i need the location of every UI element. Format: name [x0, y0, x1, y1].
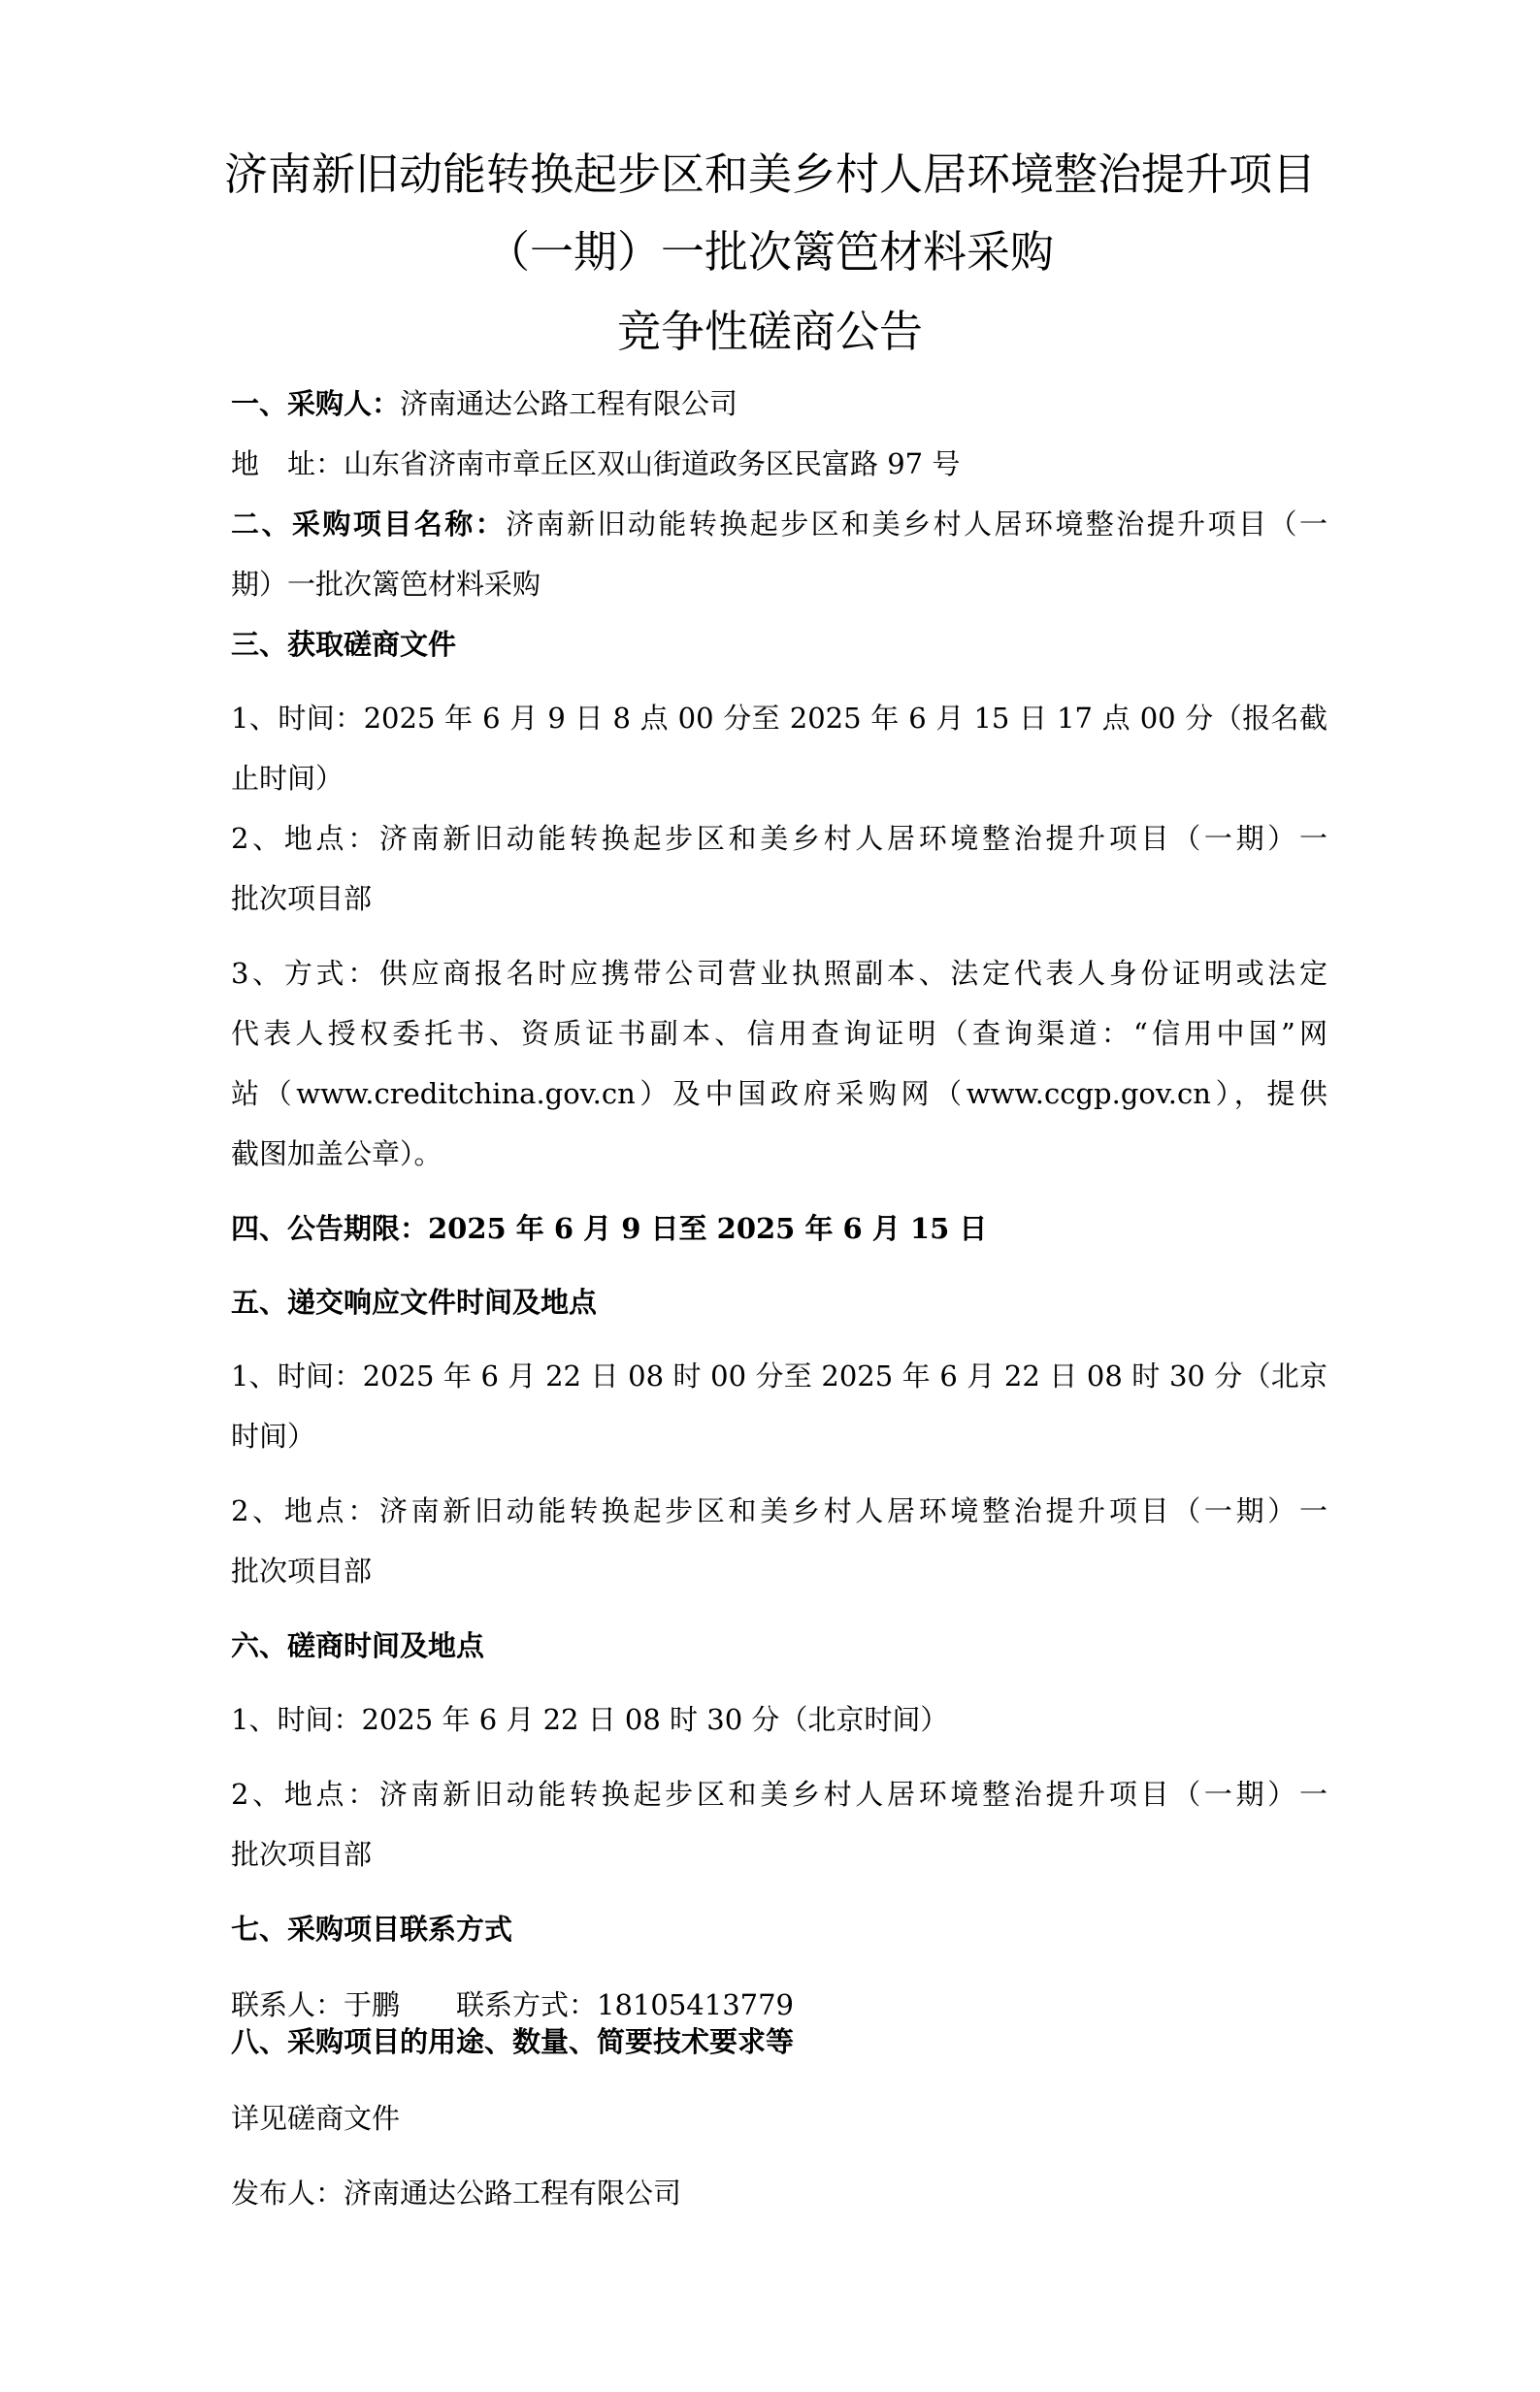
purchaser-heading: 一、采购人： [231, 387, 401, 420]
address-label: 地 址： [231, 447, 344, 480]
publisher-label: 发布人： [231, 2177, 344, 2210]
project-name: 济南新旧动能转换起步区和美乡村人居环境整治提升项目（一 [506, 508, 1327, 541]
contact-line [231, 1985, 1327, 2024]
submission-place-line-2: 批次项目部 [231, 1555, 373, 1588]
project-name-line-2: 期）一批次篱笆材料采购 [231, 568, 541, 601]
contact-phone: 18105413779 [597, 1988, 795, 2021]
obtain-method-line-1: 3、方式：供应商报名时应携带公司营业执照副本、法定代表人身份证明或法定 [231, 957, 1327, 990]
requirements-heading: 八、采购项目的用途、数量、简要技术要求等 [231, 2025, 795, 2058]
contact-phone-label: 联系方式： [456, 1988, 598, 2021]
purchaser-line [231, 384, 1327, 423]
obtain-method-line-3: 站（www.creditchina.gov.cn）及中国政府采购网（www.ccgp.gov.cn），提供 [231, 1077, 1327, 1110]
obtain-time-line-1: 1、时间：2025 年 6 月 9 日 8 点 00 分至 2025 年 6 月 15 日 17 点 00 分（报名截 [231, 702, 1327, 735]
contact-person: 于鹏 [344, 1988, 401, 2021]
submission-heading: 五、递交响应文件时间及地点 [231, 1286, 598, 1319]
obtain-time-line-2: 止时间） [231, 762, 344, 795]
submission-time-line-1: 1、时间：2025 年 6 月 22 日 08 时 00 分至 2025 年 6 月 22 日 08 时 30 分（北京 [231, 1360, 1327, 1393]
obtain-place-line-1: 2、地点：济南新旧动能转换起步区和美乡村人居环境整治提升项目（一期）一 [231, 822, 1327, 855]
project-heading: 二、采购项目名称： [231, 508, 507, 541]
submission-time-line-2: 时间） [231, 1420, 316, 1453]
negotiation-time: 1、时间：2025 年 6 月 22 日 08 时 30 分（北京时间） [231, 1703, 949, 1736]
obtain-place-line-2: 批次项目部 [231, 882, 373, 915]
document-title-line-3: 竞争性磋商公告 [616, 306, 923, 357]
publisher-line [231, 2174, 1327, 2212]
contact-person-label: 联系人： [231, 1988, 344, 2021]
document-title-line-1: 济南新旧动能转换起步区和美乡村人居环境整治提升项目 [223, 148, 1316, 200]
negotiation-place-line-1: 2、地点：济南新旧动能转换起步区和美乡村人居环境整治提升项目（一期）一 [231, 1778, 1327, 1811]
purchaser-name: 济南通达公路工程有限公司 [400, 387, 738, 420]
address-line [231, 444, 1327, 483]
submission-place-line-1: 2、地点：济南新旧动能转换起步区和美乡村人居环境整治提升项目（一期）一 [231, 1494, 1327, 1527]
negotiation-heading: 六、磋商时间及地点 [231, 1629, 485, 1662]
publisher-name: 济南通达公路工程有限公司 [344, 2177, 682, 2210]
obtain-method-line-2: 代表人授权委托书、资质证书副本、信用查询证明（查询渠道：“信用中国”网 [231, 1017, 1327, 1050]
project-name-line-1 [231, 505, 1327, 543]
obtain-docs-heading: 三、获取磋商文件 [231, 628, 457, 661]
negotiation-place-line-2: 批次项目部 [231, 1838, 373, 1871]
requirements-text: 详见磋商文件 [231, 2102, 401, 2135]
obtain-method-line-4: 截图加盖公章）。 [231, 1137, 442, 1170]
document-title-line-2: （一期）一批次篱笆材料采购 [485, 226, 1054, 278]
contact-heading: 七、采购项目联系方式 [231, 1913, 513, 1946]
address-value: 山东省济南市章丘区双山街道政务区民富路 97 号 [344, 447, 961, 480]
notice-period-heading: 四、公告期限：2025 年 6 月 9 日至 2025 年 6 月 15 日 [231, 1212, 988, 1245]
